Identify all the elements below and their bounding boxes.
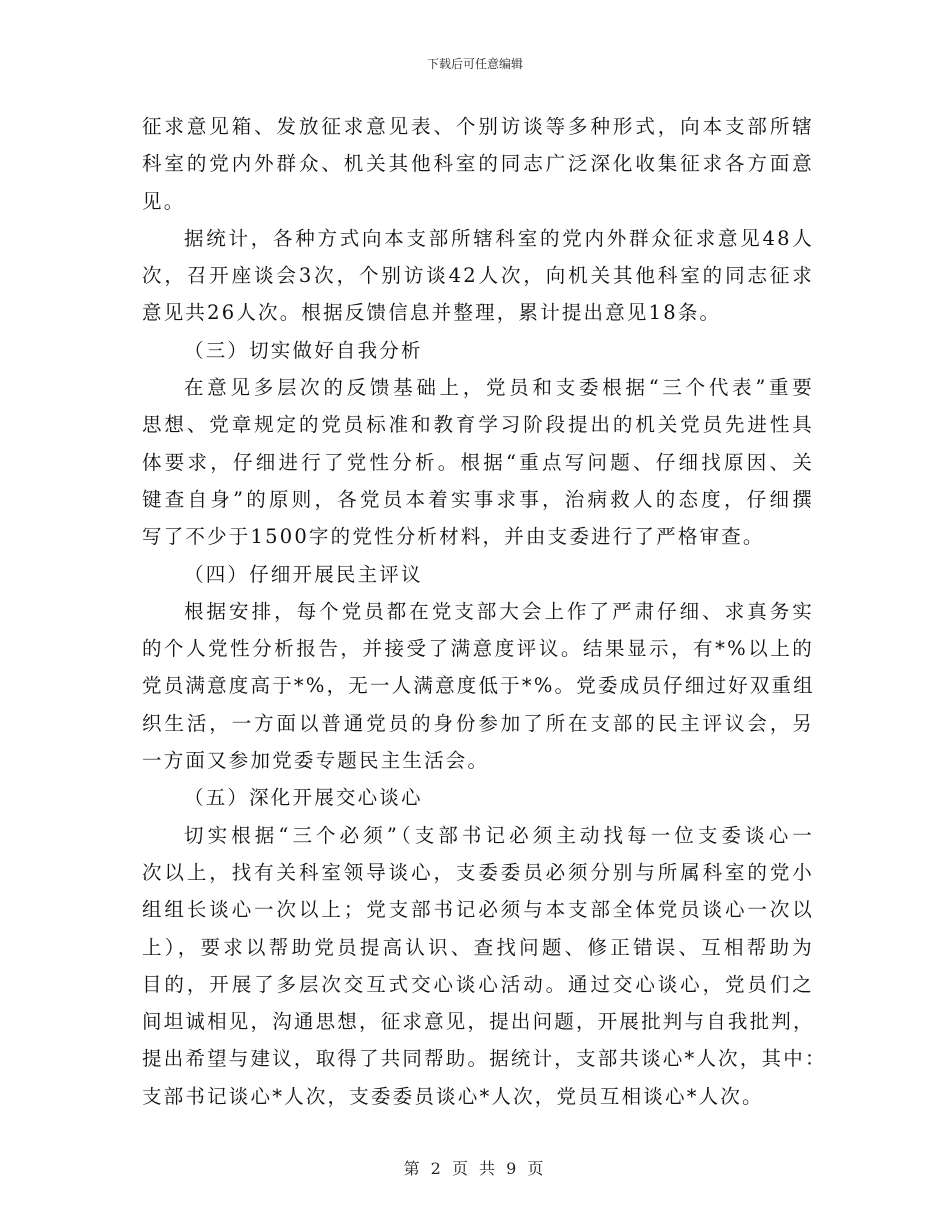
- text-line: 切实根据“三个必须”（支部书记必须主动找每一位支委谈心一: [184, 823, 814, 847]
- text-line: 一方面又参加党委专题民主生活会。: [142, 749, 490, 773]
- page-footer: 第 2 页 共 9 页: [403, 1159, 547, 1178]
- text-line: 意见共26人次。根据反馈信息并整理，累计提出意见18条。: [142, 301, 722, 325]
- text-line: 键查自身”的原则，各党员本着实事求事，治病救人的态度，仔细撰: [142, 487, 814, 511]
- section-heading: （四）仔细开展民主评议: [184, 562, 423, 586]
- text-line: 征求意见箱、发放征求意见表、个别访谈等多种形式，向本支部所辖: [142, 115, 814, 138]
- text-line: 次，召开座谈会3次，个别访谈42人次，向机关其他科室的同志征求: [142, 264, 814, 288]
- text-line: 组组长谈心一次以上；党支部书记必须与本支部全体党员谈心一次以: [142, 898, 814, 922]
- text-line: 上），要求以帮助党员提高认识、查找问题、修正错误、互相帮助为: [142, 935, 814, 959]
- text-line: 见。: [142, 189, 186, 213]
- text-line: 据统计，各种方式向本支部所辖科室的党内外群众征求意见48人: [184, 226, 814, 250]
- text-line: 在意见多层次的反馈基础上，党员和支委根据“三个代表”重要: [184, 376, 814, 400]
- text-line: 织生活，一方面以普通党员的身份参加了所在支部的民主评议会，另: [142, 711, 814, 735]
- text-line: 的个人党性分析报告，并接受了满意度评议。结果显示，有*%以上的: [142, 637, 814, 661]
- page-header: 下载后可任意编辑: [426, 57, 523, 71]
- text-line: 次以上，找有关科室领导谈心，支委委员必须分别与所属科室的党小: [142, 860, 814, 884]
- text-line: 科室的党内外群众、机关其他科室的同志广泛深化收集征求各方面意: [142, 152, 814, 176]
- text-line: 写了不少于1500字的党性分析材料，并由支委进行了严格审查。: [142, 525, 765, 549]
- text-line: 根据安排，每个党员都在党支部大会上作了严肃仔细、求真务实: [184, 599, 814, 623]
- text-line: 提出希望与建议，取得了共同帮助。据统计，支部共谈心*人次，其中：: [142, 1047, 827, 1071]
- text-line: 间坦诚相见，沟通思想，征求意见，提出问题，开展批判与自我批判，: [142, 1010, 815, 1034]
- text-line: 体要求，仔细进行了党性分析。根据“重点写问题、仔细找原因、关: [142, 450, 814, 474]
- section-heading: （五）深化开展交心谈心: [184, 786, 423, 810]
- text-line: 目的，开展了多层次交互式交心谈心活动。通过交心谈心，党员们之: [142, 972, 814, 996]
- text-line: 思想、党章规定的党员标准和教育学习阶段提出的机关党员先进性具: [142, 413, 814, 437]
- section-heading: （三）切实做好自我分析: [184, 338, 423, 362]
- text-line: 支部书记谈心*人次，支委委员谈心*人次，党员互相谈心*人次。: [142, 1084, 764, 1108]
- document-body: [142, 108, 827, 1115]
- text-line: 党员满意度高于*%，无一人满意度低于*%。党委成员仔细过好双重组: [142, 674, 815, 698]
